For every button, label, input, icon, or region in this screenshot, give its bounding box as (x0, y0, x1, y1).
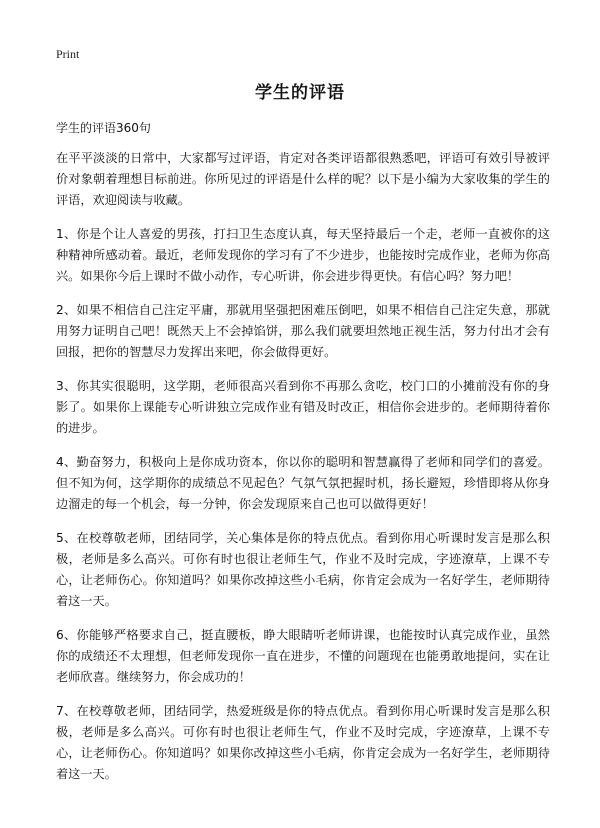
page-title: 学生的评语 (255, 83, 345, 103)
print-link[interactable]: Print (56, 47, 80, 61)
comment-paragraph-7: 7、在校尊敬老师，团结同学，热爱班级是你的特点优点。看到你用心听课时发言是那么积极，老师是多么高兴。可你有时也很让老师生气，作业不及时完成，字迹潦草，上课不专心，让老师伤心。你知道吗？如果你改掉这些小毛病，你肯定会成为一名好学生，老师期待着这一天。 (56, 704, 550, 781)
comment-paragraph-2: 2、如果不相信自己注定平庸，那就用坚强把困难压倒吧，如果不相信自己注定失意，那就用努力证明自己吧！既然天上不会掉馅饼，那么我们就要坦然地正视生活，努力付出才会有回报，把你的智慧尽力发挥出来吧，你会做得更好。 (56, 303, 550, 359)
comment-paragraph-4: 4、勤奋努力，积极向上是你成功资本，你以你的聪明和智慧赢得了老师和同学们的喜爱。但不知为何，这学期你的成绩总不见起色？气氛气氛把握时机，扬长避短，珍惜即将从你身边溜走的每一个机会，每一分钟，你会发现原来自己也可以做得更好！ (56, 455, 550, 511)
comment-paragraph-1: 1、你是个让人喜爱的男孩，打扫卫生态度认真，每天坚持最后一个走，老师一直被你的这种精神所感动着。最近，老师发现你的学习有了不少进步，也能按时完成作业，老师为你高兴。如果你今后上课时不做小动作，专心听讲，你会进步得更快。有信心吗？努力吧！ (56, 227, 550, 283)
document-subtitle: 学生的评语360句 (56, 121, 151, 135)
document-body (56, 148, 550, 798)
intro-paragraph: 在平平淡淡的日常中，大家都写过评语，肯定对各类评语都很熟悉吧，评语可有效引导被评价对象朝着理想目标前进。你所见过的评语是什么样的呢？以下是小编为大家收集的学生的评语，欢迎阅读与收藏。 (56, 151, 550, 207)
comment-paragraph-5: 5、在校尊敬老师，团结同学，关心集体是你的特点优点。看到你用心听课时发言是那么积极，老师是多么高兴。可你有时也很让老师生气，作业不及时完成，字迹潦草，上课不专心，让老师伤心。你知道吗？如果你改掉这些小毛病，你肯定会成为一名好学生，老师期待着这一天。 (56, 531, 550, 608)
comment-paragraph-6: 6、你能够严格要求自己，挺直腰板，睁大眼睛听老师讲课，也能按时认真完成作业，虽然你的成绩还不太理想，但老师发现你一直在进步，不懂的问题现在也能勇敢地提问，实在让老师欣喜。继续努力，你会成功的！ (56, 628, 550, 684)
comment-paragraph-3: 3、你其实很聪明，这学期，老师很高兴看到你不再那么贪吃，校门口的小摊前没有你的身影了。如果你上课能专心听讲独立完成作业有错及时改正，相信你会进步的。老师期待着你的进步。 (56, 379, 550, 435)
